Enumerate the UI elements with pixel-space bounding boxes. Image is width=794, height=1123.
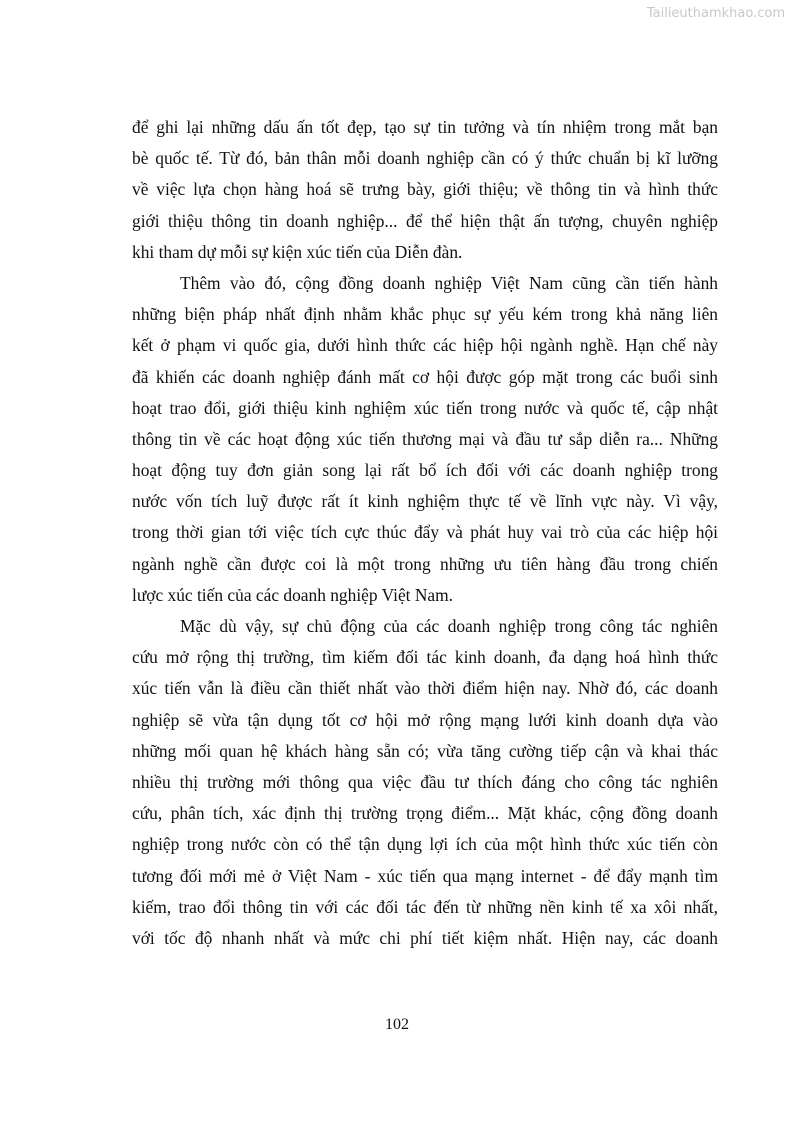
text-line: để ghi lại những dấu ấn tốt đẹp, tạo sự tin tưởng và tín nhiệm trong mắt bạn <box>132 117 718 137</box>
text-line: đã khiến các doanh nghiệp đánh mất cơ hội được góp mặt trong các buổi sinh <box>132 366 718 387</box>
page-number: 102 <box>385 1016 409 1033</box>
text-line: những mối quan hệ khách hàng sẵn có; vừa tăng cường tiếp cận và khai thác <box>132 740 718 761</box>
text-line: nhiều thị trường mới thông qua việc đầu tư thích đáng cho công tác nghiên <box>132 771 718 792</box>
text-line: thông tin về các hoạt động xúc tiến thương mại và đầu tư sắp diễn ra... Những <box>132 428 718 449</box>
text-line: lược xúc tiến của các doanh nghiệp Việt Nam. <box>132 584 453 605</box>
text-line: cứu, phân tích, xác định thị trường trọng điểm... Mặt khác, cộng đồng doanh <box>132 803 718 824</box>
text-line: kiếm, trao đổi thông tin với các đối tác đến từ những nền kinh tế xa xôi nhất, <box>132 896 718 917</box>
page-body <box>132 112 718 954</box>
text-line: khi tham dự mỗi sự kiện xúc tiến của Diễn đàn. <box>132 241 463 262</box>
paragraph-2 <box>132 268 718 611</box>
paragraph-1 <box>132 112 718 268</box>
text-line: những biện pháp nhất định nhằm khắc phục sự yếu kém trong khả năng liên <box>132 304 718 325</box>
text-line: hoạt động tuy đơn giản song lại rất bổ ích đối với các doanh nghiệp trong <box>132 460 718 481</box>
text-line: Thêm vào đó, cộng đồng doanh nghiệp Việt Nam cũng cần tiến hành <box>180 272 718 293</box>
text-line: cứu mở rộng thị trường, tìm kiếm đối tác kinh doanh, đa dạng hoá hình thức <box>132 647 718 668</box>
text-line: trong thời gian tới việc tích cực thúc đẩy và phát huy vai trò của các hiệp hội <box>132 522 718 543</box>
text-line: bè quốc tế. Từ đó, bản thân mỗi doanh nghiệp cần có ý thức chuẩn bị kĩ lưỡng <box>132 148 718 169</box>
text-line: kết ở phạm vi quốc gia, dưới hình thức các hiệp hội ngành nghề. Hạn chế này <box>132 335 718 356</box>
watermark: Tailieuthamkhao.com <box>646 6 785 21</box>
text-line: giới thiệu thông tin doanh nghiệp... để thể hiện thật ấn tượng, chuyên nghiệp <box>132 210 718 231</box>
text-line: ngành nghề cần được coi là một trong những ưu tiên hàng đầu trong chiến <box>132 553 718 574</box>
text-line: hoạt trao đổi, giới thiệu kinh nghiệm xúc tiến trong nước và quốc tế, cập nhật <box>132 397 718 418</box>
text-line: về việc lựa chọn hàng hoá sẽ trưng bày, giới thiệu; về thông tin và hình thức <box>132 179 718 200</box>
text-line: nghiệp sẽ vừa tận dụng tốt cơ hội mở rộng mạng lưới kinh doanh dựa vào <box>132 709 718 730</box>
paragraph-3 <box>132 611 718 954</box>
text-line: Mặc dù vậy, sự chủ động của các doanh nghiệp trong công tác nghiên <box>180 616 718 636</box>
text-line: tương đối mới mẻ ở Việt Nam - xúc tiến qua mạng internet - để đẩy mạnh tìm <box>132 865 718 886</box>
text-line: xúc tiến vẫn là điều cần thiết nhất vào thời điểm hiện nay. Nhờ đó, các doanh <box>132 678 718 699</box>
text-line: với tốc độ nhanh nhất và mức chi phí tiết kiệm nhất. Hiện nay, các doanh <box>132 927 718 948</box>
text-line: nước vốn tích luỹ được rất ít kinh nghiệm thực tế về lĩnh vực này. Vì vậy, <box>132 491 718 512</box>
text-line: nghiệp trong nước còn có thể tận dụng lợi ích của một hình thức xúc tiến còn <box>132 834 718 855</box>
